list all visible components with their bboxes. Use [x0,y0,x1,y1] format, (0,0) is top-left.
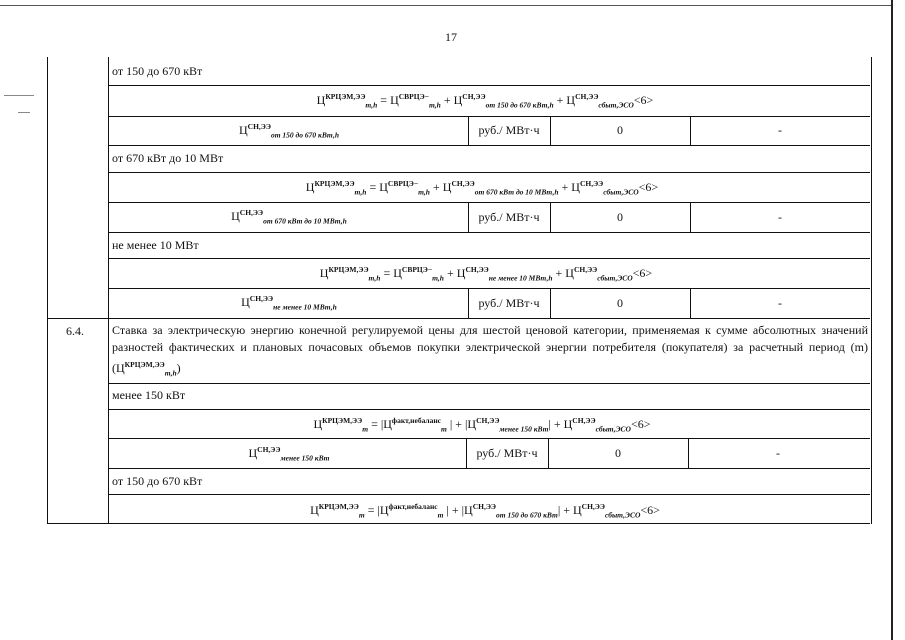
row-heading: от 670 кВт до 10 МВт [112,151,224,165]
dash-cell: - [778,210,782,224]
table-rule [108,409,870,410]
cell-divider [468,288,469,318]
table-column-divider [108,57,109,524]
variable-symbol: $Ц^{СН,ЭЭ}_{не менее 10 МВт,h}$ [241,294,337,312]
cell-divider [688,438,689,468]
cell-divider [548,438,549,468]
value-cell: 0 [617,123,623,137]
cell-divider [468,116,469,145]
section-number: 6.4. [66,324,84,338]
unit-cell: руб./ МВт·ч [478,210,540,224]
row-heading: не менее 10 МВт [112,238,199,252]
cell-divider [550,202,551,232]
table-rule [47,318,870,319]
dash-cell: - [778,296,782,310]
cell-divider [550,116,551,145]
tariff-formula: $Ц^{КРЦЭМ,ЭЭ}_{m,h} = Ц^{СВРЦЭ-}_{m,h} + Ц^{СН,ЭЭ}_{от 150 до 670 кВт,h} + Ц^{СН,ЭЭ}_{сбыт,ЭСО}<6>$ [316,92,654,110]
cell-divider [468,202,469,232]
unit-cell: руб./ МВт·ч [478,123,540,137]
table-rule [108,85,870,86]
table-rule [47,523,870,524]
table-rule [108,383,870,384]
table-rule [108,145,870,146]
tariff-formula: $Ц^{КРЦЭМ,ЭЭ}_{m,h} = Ц^{СВРЦЭ-}_{m,h} + Ц^{СН,ЭЭ}_{от 670 кВт до 10 МВт,h} + Ц^{СН,ЭЭ}_{сбыт,ЭСО}<6>$ [305,179,659,197]
tariff-formula: $Ц^{КРЦЭМ,ЭЭ}_m = |Ц^{факт,небаланс}_m$ | + $|Ц^{СН,ЭЭ}_{менее 150 кВт}| + Ц^{СН,ЭЭ}_{сбыт,ЭСО}<6>$ [313,416,651,434]
value-cell: 0 [617,210,623,224]
variable-symbol: $Ц^{СН,ЭЭ}_{от 150 до 670 кВт,h}$ [238,122,340,140]
scan-mark [18,112,30,113]
value-cell: 0 [617,296,623,310]
table-rule [108,116,870,117]
table-rule [108,288,870,289]
tariff-formula: $Ц^{КРЦЭМ,ЭЭ}_{m,h} = Ц^{СВРЦЭ-}_{m,h} + Ц^{СН,ЭЭ}_{не менее 10 МВт,h} + Ц^{СН,ЭЭ}_{сбыт,ЭСО}<6>$ [319,265,653,283]
table-rule [108,468,870,469]
table-rule [108,172,870,173]
dash-cell: - [778,123,782,137]
table-rule [108,494,870,495]
table-rule [108,438,870,439]
table-rule [108,232,870,233]
scan-mark [4,95,34,96]
value-cell: 0 [615,446,621,460]
table-rule [108,202,870,203]
variable-symbol: $Ц^{СН,ЭЭ}_{от 670 кВт до 10 МВт,h}$ [231,208,347,226]
cell-divider [466,438,467,468]
row-heading: менее 150 кВт [112,388,186,402]
scan-edge-right [891,0,893,640]
cell-divider [690,116,691,145]
row-heading: от 150 до 670 кВт [112,474,203,488]
dash-cell: - [776,446,780,460]
row-heading: от 150 до 670 кВт [112,64,203,78]
cell-divider [690,288,691,318]
unit-cell: руб./ МВт·ч [476,446,538,460]
variable-symbol: $Ц^{СН,ЭЭ}_{менее 150 кВт}$ [248,445,330,463]
tariff-formula: $Ц^{КРЦЭМ,ЭЭ}_m = |Ц^{факт,небаланс}_m$ | + $|Ц^{СН,ЭЭ}_{от 150 до 670 кВт}| + Ц^{СН,ЭЭ}_{сбыт,ЭСО}<6>$ [310,502,660,520]
document-table [47,57,872,524]
page-number: 17 [445,30,457,44]
cell-divider [550,288,551,318]
section-description: Ставка за электрическую энергию конечной регулируемой цены для шестой ценовой категории, применяемая к сумме абсолютных значений разностей фактических и плановых почасовых объемов покупки электрической энергии потребителя (покупателя) за расчетный период (m) $(Ц^{КРЦЭМ,ЭЭ}_{m,h})$ [112,323,868,378]
unit-cell: руб./ МВт·ч [478,296,540,310]
scan-edge-top [0,5,893,6]
table-rule [108,258,870,259]
cell-divider [690,202,691,232]
